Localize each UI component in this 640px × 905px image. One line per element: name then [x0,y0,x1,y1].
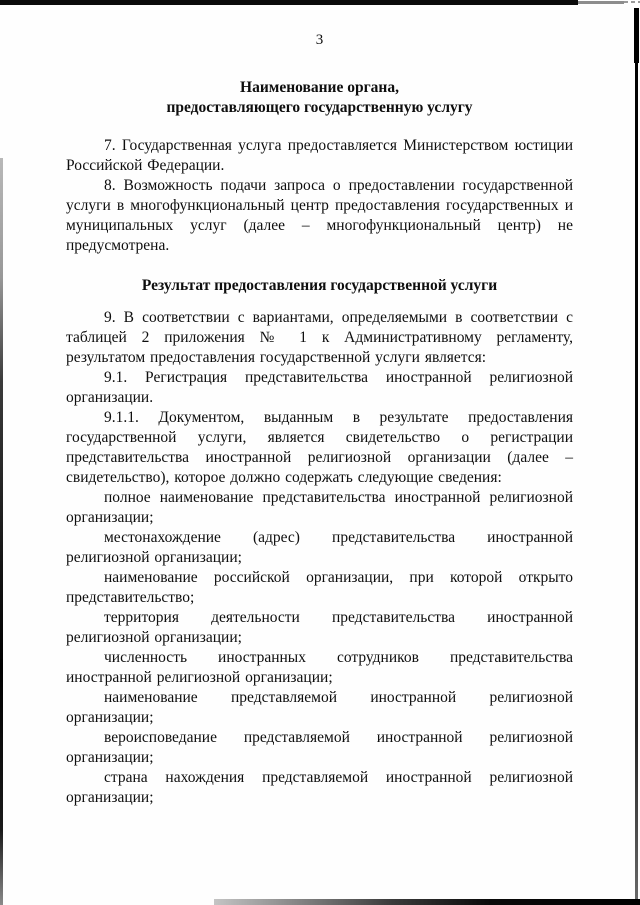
scan-artifact-right-edge-blob [634,8,639,63]
scan-artifact-top-edge-dashes [624,1,640,3]
page-number: 3 [315,32,324,48]
list-item-territory: территория деятельности представительства иностранной религиозной организации; [66,609,573,646]
scan-artifact-right-edge [635,8,638,905]
list-item-staff-count: численность иностранных сотрудников представительства иностранной религиозной организации; [66,649,573,686]
scan-artifact-top-edge-tail [578,1,624,4]
section-heading-authority [66,78,573,118]
section-heading-authority-line-2: предоставляющего государственную услугу [166,99,473,116]
paragraph-9: 9. В соответствии с вариантами, определяемыми в соответствии с таблицей 2 приложения № 1 к Административному регламенту, результатом предоставления государственной услуги является: [66,309,573,366]
list-item-full-name: полное наименование представительства иностранной религиозной организации; [66,489,573,526]
paragraph-9-1-1: 9.1.1. Документом, выданным в результате предоставления государственной услуги, является свидетельство о регистрации представительства иностранной религиозной организации (далее – свидетельство), которое должно содержать следующие сведения: [66,409,573,486]
paragraph-7: 7. Государственная услуга предоставляется Министерством юстиции Российской Федерации. [66,137,573,174]
list-item-country: страна нахождения представляемой иностранной религиозной организации; [66,769,573,806]
scan-artifact-left-edge [0,158,3,905]
section-heading-result: Результат предоставления государственной услуги [141,277,498,294]
scan-artifact-bottom-edge [214,899,640,905]
list-item-religion: вероисповедание представляемой иностранной религиозной организации; [66,729,573,766]
section-heading-authority-line-1: Наименование органа, [240,79,399,96]
list-item-russian-organization: наименование российской организации, при которой открыто представительство; [66,569,573,606]
list-item-represented-org-name: наименование представляемой иностранной религиозной организации; [66,689,573,726]
list-item-address: местонахождение (адрес) представительства иностранной религиозной организации; [66,529,573,566]
paragraph-8: 8. Возможность подачи запроса о предоставлении государственной услуги в многофункциональный центр предоставления государственных и муниципальных услуг (далее – многофункциональный центр) не предусмотрена. [66,177,573,254]
paragraph-9-1: 9.1. Регистрация представительства иностранной религиозной организации. [66,369,573,406]
page-content [66,0,573,808]
